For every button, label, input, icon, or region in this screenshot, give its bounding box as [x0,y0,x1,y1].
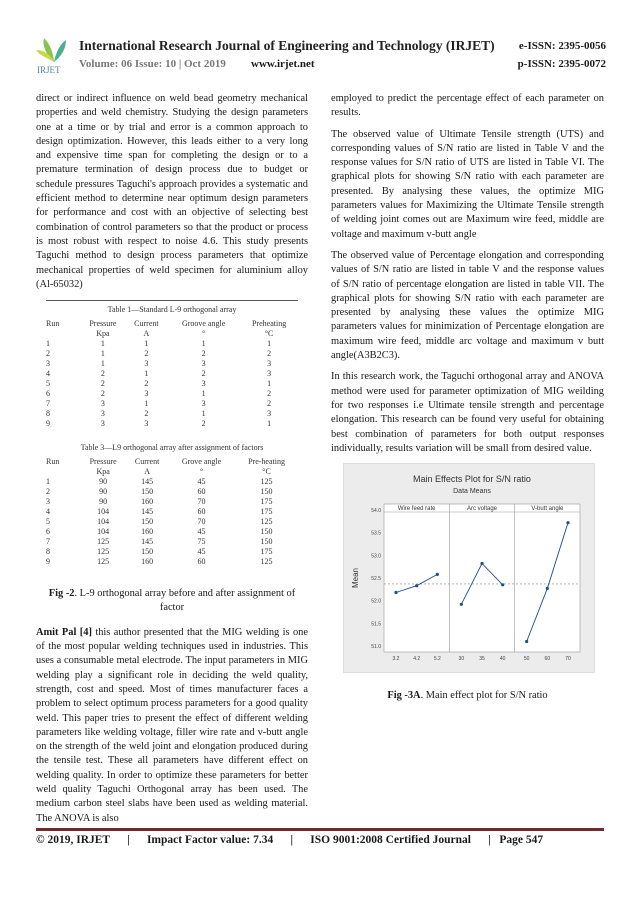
table-cell: 2 [46,349,50,359]
data-point [394,591,397,594]
table-cell: 2 [267,389,272,399]
left-column [36,92,308,833]
column-unit: °C [262,467,271,477]
panel-title: Wire feed rate [397,506,436,513]
table-cell: 8 [46,547,50,557]
paragraph-text: this author presented that the MIG welding is one of the most popular welding techniques used in industries. This uses a consumable metal electrode. The input parameters in MIG welding play a significant role in deciding the weld quality, strength, cost and speed. Most of times manufacturer faces a problem to select optimum process parameters for a good quality weld. This paper tries to present the effect of different welding parameters like welding voltage, filler wire rate and v-butt angle on the strength of the weld joint and elongation produced during the tensile test. These all parameters have different effect on welding quality. In order to optimize these parameters for better weld quality Taguchi Orthogonal array has been used. The medium carbon steel slabs have been used as welding material. The ANOVA is also [36,626,308,824]
table-cell: 3 [144,359,149,369]
copyright: © 2019, IRJET [36,834,110,846]
table-cell: 160 [141,557,154,567]
table-cell: 2 [201,369,206,379]
x-tick-label: 60 [544,656,551,663]
separator: | [488,834,491,846]
table-cell: 6 [46,389,50,399]
irjet-logo [36,34,72,74]
website-link[interactable]: www.irjet.net [251,58,315,70]
table-units-row [46,329,298,339]
y-tick-label: 54.0 [371,508,381,515]
table-1 [46,300,298,429]
iso-certification: ISO 9001:2008 Certified Journal [310,834,471,846]
table-cell: 5 [46,517,50,527]
table-cell: 2 [267,349,272,359]
x-tick-label: 4.2 [413,656,421,663]
table-cell: 1 [144,369,149,379]
data-point [436,573,439,576]
table-cell: 7 [46,399,50,409]
table-cell: 70 [197,517,206,527]
table-cell: 160 [141,527,154,537]
table-cell: 150 [141,517,154,527]
table-row [46,399,298,409]
table-row [46,369,298,379]
column-unit: Kpa [96,467,110,477]
table-cell: 1 [267,379,272,389]
table-cell: 2 [201,349,206,359]
table-cell: 125 [260,557,273,567]
data-point [480,562,483,565]
data-point [501,583,504,586]
separator: | [290,834,293,846]
right-column [331,92,604,710]
table-row [46,339,298,349]
table-cell: 6 [46,527,50,537]
figure-label: Fig -2 [48,588,75,600]
citation-lead: Amit Pal [4] [36,626,92,638]
y-tick-label: 51.0 [371,644,381,651]
column-unit: A [143,329,150,339]
table-cell: 7 [46,537,50,547]
table-cell: 150 [141,487,154,497]
table-cell: 3 [201,379,206,389]
y-tick-label: 51.5 [371,621,381,628]
y-tick-label: 53.0 [371,553,381,560]
table-row [46,419,298,429]
table-cell: 1 [46,339,50,349]
table-cell: 2 [100,369,105,379]
table-cell: 3 [144,389,149,399]
table-caption: Table 1—Standard L-9 orthogonal array [107,305,237,315]
column-unit: Kpa [96,329,110,339]
table-row [46,487,298,497]
table-row [46,379,298,389]
table-row [46,497,298,507]
journal-title: International Research Journal of Engineering and Technology (IRJET) [79,38,495,53]
table-header-row [46,319,298,329]
table-cell: 1 [201,339,206,349]
x-tick-label: 30 [458,656,465,663]
table-3 [46,443,298,567]
table-cell: 1 [267,339,272,349]
data-point [546,587,549,590]
column-header: Run [46,319,60,329]
table-cell: 3 [201,399,206,409]
y-tick-label: 53.5 [371,530,381,537]
main-effects-chart [343,463,595,673]
x-tick-label: 50 [523,656,530,663]
table-cell: 3 [267,409,272,419]
column-header: Pressure [89,457,117,467]
page-number: Page 547 [499,834,544,846]
table-cell: 1 [100,339,105,349]
table-cell: 2 [100,389,105,399]
table-row [46,349,298,359]
table-cell: 104 [97,507,110,517]
table-cell: 90 [99,477,108,487]
table-cell: 125 [97,547,110,557]
table-units-row [46,467,298,477]
figure-caption [331,689,604,703]
table-cell: 70 [197,497,206,507]
table-cell: 60 [197,507,206,517]
table-row [46,389,298,399]
table-cell: 175 [260,507,273,517]
figure-caption [36,587,308,616]
table-cell: 3 [144,419,149,429]
paragraph [36,626,308,826]
table-row [46,409,298,419]
column-unit: ° [199,467,204,477]
table-cell: 3 [267,359,272,369]
chart-svg [344,464,594,672]
x-tick-label: 70 [565,656,571,663]
table-cell: 104 [97,527,110,537]
panel-title: V-butt angle [531,506,564,513]
table-cell: 1 [201,409,206,419]
x-tick-label: 35 [479,656,485,663]
table-cell: 2 [144,349,149,359]
column-unit: ° [202,329,206,339]
caption-text: . Main effect plot for S/N ratio [420,690,548,702]
table-cell: 75 [197,537,206,547]
table-cell: 3 [100,409,105,419]
column-header: Grove angle [181,457,222,467]
table-cell: 175 [260,547,273,557]
table-cell: 60 [197,487,206,497]
pissn: p-ISSN: 2395-0072 [517,58,606,70]
chart-title: Main Effects Plot for S/N ratio [413,474,531,485]
caption-text: . L-9 orthogonal array before and after assignment of factor [74,588,296,614]
table-cell: 3 [100,419,105,429]
table-row [46,537,298,547]
table-cell: 90 [99,487,108,497]
table-cell: 1 [201,389,206,399]
paragraph: The observed value of Ultimate Tensile strength (UTS) and corresponding values of S/N ratio are listed in Table V and the response values for S/N ratio of UTS are listed in Table VI. The graphical plots for showing S/N ratio with each parameter are presented. By analysing these values, the optimize MIG parameters values for Maximizing the Ultimate Tensile strength of welding joint comes out are Maximum wire feed, middle are voltage and maximum v-butt angle [331,128,604,240]
eissn: e-ISSN: 2395-0056 [518,40,606,52]
column-header: Current [134,457,160,467]
table-cell: 45 [197,527,206,537]
table-cell: 125 [260,517,273,527]
table-cell: 4 [46,369,50,379]
table-cell: 2 [201,419,206,429]
y-axis-label: Mean [351,568,360,589]
table-cell: 8 [46,409,50,419]
table-row [46,359,298,369]
table-cell: 1 [267,419,272,429]
y-tick-label: 52.0 [371,598,381,605]
impact-factor: Impact Factor value: 7.34 [146,834,274,846]
table-cell: 160 [141,497,154,507]
table-cell: 125 [97,537,110,547]
table-header-row [46,457,298,467]
table-cell: 3 [267,369,272,379]
table-row [46,547,298,557]
panel-title: Arc voltage [466,506,498,513]
table-cell: 1 [100,359,105,369]
svg-text:IRJET: IRJET [37,65,61,74]
table-row [46,477,298,487]
column-unit: A [144,467,150,477]
paragraph: The observed value of Percentage elongation and corresponding values of S/N ratio are listed in table V and the response values of S/N ratio of percentage elongation are listed in table VII. The graphical plots for showing S/N ratio with each parameter are presented by analysing these values the optimize MIG parameters values for minimization of Percentage elongation are maximum wire feed, middle arc voltage and maximum v butt angle(A3B2C3). [331,249,604,362]
x-tick-label: 5.2 [433,656,441,663]
table-cell: 3 [100,399,105,409]
table-cell: 3 [201,359,206,369]
paragraph: employed to predict the percentage effect of each parameter on results. [331,93,604,119]
table-cell: 3 [46,359,50,369]
column-header: Run [46,457,60,467]
table-cell: 2 [144,409,149,419]
table-cell: 1 [144,399,149,409]
column-unit: °C [264,329,274,339]
table-row [46,517,298,527]
column-header: Preheating [251,319,287,329]
column-header: Current [134,319,159,329]
paragraph: direct or indirect influence on weld bead geometry mechanical properties and weld chemistry. Studying the design parameters one at a time or by trial and error is a common approach to design optimization. However, this leads either to a very long and expensive time span for completing the design or to a premature termination of design process due to budget or schedule pressures Taguchi's approach provides a systematic and efficient method to determine near optimum design parameters for performance and cost with an objective of selecting best combination of control parameters so that the product or process is most robust with respect to noise 4.6. This study presents Taguchi method to design process parameters that optimize mechanical properties of weld specimen for aluminium alloy (Al-65032) [36,93,308,290]
chart-subtitle: Data Means [453,488,491,496]
paragraph: In this research work, the Taguchi orthogonal array and ANOVA method were used for parameter optimization of MIG weilding for two responses i.e Ultimate tensile strength and percentage elongation. This research can be found very useful for obtaining best combination of parameters for both output responses individually, results variation will be small from desired value. [331,371,604,454]
column-header: Pressure [89,319,117,329]
figure-label: Fig -3A [387,690,421,702]
table-cell: 60 [197,557,206,567]
x-tick-label: 3.2 [392,656,400,663]
table-row [46,507,298,517]
table-cell: 5 [46,379,50,389]
table-cell: 9 [46,557,50,567]
table-cell: 150 [141,547,154,557]
table-cell: 2 [267,399,272,409]
table-cell: 45 [197,477,206,487]
column-unit [46,467,80,477]
table-cell: 1 [100,349,105,359]
table-row [46,527,298,537]
table-caption: Table 3—L9 orthogonal array after assignment of factors [80,443,264,453]
footer [36,834,543,846]
x-tick-label: 40 [499,656,506,663]
y-tick-label: 52.5 [371,576,381,583]
table-cell: 1 [46,477,50,487]
column-unit [46,329,80,339]
footer-rule [36,828,604,831]
table-cell: 150 [260,527,273,537]
table-cell: 125 [260,477,273,487]
data-point [525,640,528,643]
column-header: Pre-heating [248,457,285,467]
table-cell: 104 [97,517,110,527]
table-cell: 145 [141,477,154,487]
table-cell: 145 [141,507,154,517]
data-point [566,521,569,524]
data-point [460,603,463,606]
table-cell: 145 [141,537,154,547]
table-cell: 2 [100,379,105,389]
table-cell: 4 [46,507,50,517]
data-point [415,584,418,587]
table-cell: 150 [260,537,273,547]
volume-issue: Volume: 06 Issue: 10 | Oct 2019 [79,58,226,70]
table-cell: 1 [144,339,149,349]
table-cell: 3 [46,497,50,507]
table-cell: 150 [260,487,273,497]
table-cell: 175 [260,497,273,507]
table-cell: 45 [197,547,206,557]
table-cell: 125 [97,557,110,567]
column-header: Groove angle [181,319,226,329]
table-cell: 9 [46,419,50,429]
table-cell: 2 [144,379,149,389]
journal-header [36,34,606,78]
separator: | [127,834,130,846]
table-cell: 90 [99,497,108,507]
table-row [46,557,298,567]
table-cell: 2 [46,487,50,497]
